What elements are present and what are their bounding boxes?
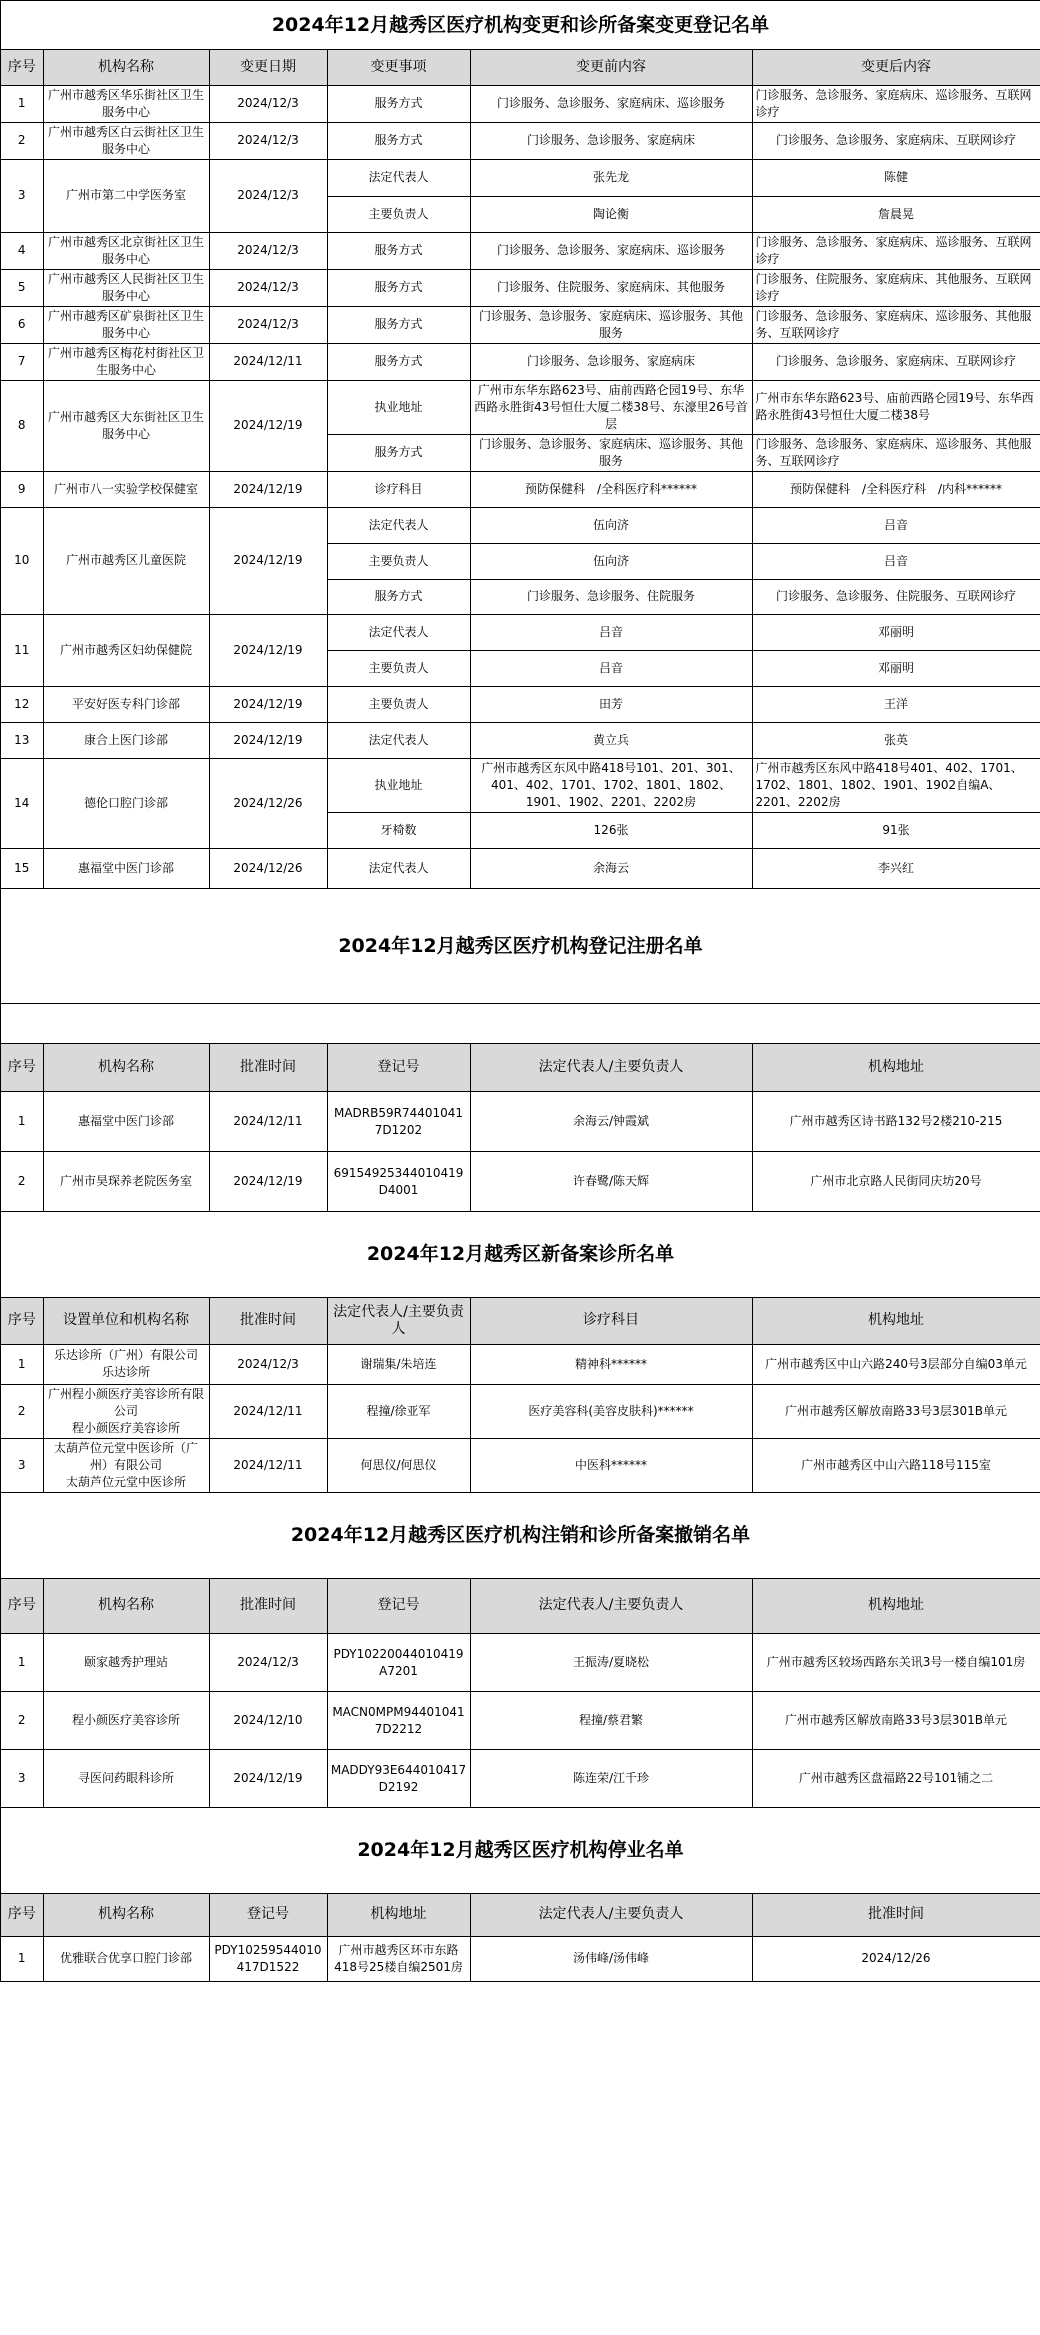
- institution-name: 广州市越秀区白云街社区卫生服务中心: [43, 122, 209, 159]
- change-item: 服务方式: [327, 122, 470, 159]
- change-item: 法定代表人: [327, 507, 470, 543]
- institution-name: 广州市越秀区华乐街社区卫生服务中心: [43, 85, 209, 122]
- change-date: 2024/12/3: [209, 269, 327, 306]
- before-content: 门诊服务、急诊服务、家庭病床、巡诊服务: [470, 85, 752, 122]
- column-header: 机构地址: [752, 1579, 1040, 1634]
- institution-address: 广州市越秀区解放南路33号3层301B单元: [752, 1384, 1040, 1438]
- change-item: 主要负责人: [327, 543, 470, 579]
- registration-number: MADRB59R744010417D1202: [327, 1092, 470, 1152]
- row-number: 11: [1, 614, 43, 686]
- approval-date: 2024/12/19: [209, 1750, 327, 1808]
- registrations-table: [1, 1044, 1040, 1213]
- change-date: 2024/12/19: [209, 471, 327, 507]
- row-number: 2: [1, 122, 43, 159]
- header-row: [1, 1298, 1040, 1344]
- legal-representative: 程撞/徐亚军: [327, 1384, 470, 1438]
- institution-name: 广州市第二中学医务室: [43, 159, 209, 232]
- change-item: 主要负责人: [327, 686, 470, 722]
- table-row: [1, 343, 1040, 380]
- cancellations-table: [1, 1579, 1040, 1809]
- before-content: 田芳: [470, 686, 752, 722]
- change-item: 服务方式: [327, 269, 470, 306]
- institution-address: 广州市北京路人民街同庆坊20号: [752, 1152, 1040, 1212]
- table-row: [1, 1152, 1040, 1212]
- column-header: 变更事项: [327, 50, 470, 85]
- table-row: [1, 269, 1040, 306]
- before-content: 门诊服务、急诊服务、住院服务: [470, 579, 752, 614]
- change-item: 主要负责人: [327, 650, 470, 686]
- column-header: 序号: [1, 1579, 43, 1634]
- change-date: 2024/12/26: [209, 758, 327, 848]
- column-header: 机构地址: [752, 1298, 1040, 1344]
- before-content: 伍向济: [470, 507, 752, 543]
- change-date: 2024/12/3: [209, 85, 327, 122]
- column-header: 变更后内容: [752, 50, 1040, 85]
- approval-date: 2024/12/26: [752, 1936, 1040, 1981]
- legal-representative: 许春鹭/陈天辉: [470, 1152, 752, 1212]
- before-content: 预防保健科 /全科医疗科******: [470, 471, 752, 507]
- table-row: [1, 507, 1040, 543]
- before-content: 陶论衡: [470, 196, 752, 232]
- before-content: 吕音: [470, 650, 752, 686]
- column-header: 批准时间: [209, 1298, 327, 1344]
- approval-date: 2024/12/11: [209, 1384, 327, 1438]
- change-date: 2024/12/3: [209, 232, 327, 269]
- column-header: 序号: [1, 50, 43, 85]
- row-number: 8: [1, 380, 43, 471]
- changes-table: [1, 50, 1040, 889]
- institution-name: 广州市昊琛养老院医务室: [43, 1152, 209, 1212]
- column-header: 登记号: [209, 1894, 327, 1936]
- column-header: 机构名称: [43, 50, 209, 85]
- before-content: 门诊服务、急诊服务、家庭病床: [470, 122, 752, 159]
- row-number: 12: [1, 686, 43, 722]
- row-number: 1: [1, 1344, 43, 1384]
- registration-number: PDY10259544010417D1522: [209, 1936, 327, 1981]
- after-content: 张英: [752, 722, 1040, 758]
- before-content: 126张: [470, 812, 752, 848]
- row-number: 2: [1, 1692, 43, 1750]
- column-header: 机构名称: [43, 1044, 209, 1092]
- institution-name: 广州市八一实验学校保健室: [43, 471, 209, 507]
- legal-representative: 余海云/钟霞斌: [470, 1092, 752, 1152]
- column-header: 登记号: [327, 1579, 470, 1634]
- after-content: 门诊服务、急诊服务、家庭病床、巡诊服务、互联网诊疗: [752, 85, 1040, 122]
- before-content: 门诊服务、住院服务、家庭病床、其他服务: [470, 269, 752, 306]
- header-row: [1, 1044, 1040, 1092]
- row-number: 1: [1, 85, 43, 122]
- legal-representative: 陈连荣/江千珍: [470, 1750, 752, 1808]
- column-header: 法定代表人/主要负责人: [470, 1044, 752, 1092]
- before-content: 门诊服务、急诊服务、家庭病床: [470, 343, 752, 380]
- change-item: 法定代表人: [327, 614, 470, 650]
- row-number: 13: [1, 722, 43, 758]
- after-content: 门诊服务、急诊服务、住院服务、互联网诊疗: [752, 579, 1040, 614]
- legal-representative: 何思仪/何思仪: [327, 1438, 470, 1492]
- institution-name: 广州程小颜医疗美容诊所有限公司 程小颜医疗美容诊所: [43, 1384, 209, 1438]
- change-item: 服务方式: [327, 306, 470, 343]
- after-content: 吕音: [752, 543, 1040, 579]
- change-date: 2024/12/3: [209, 122, 327, 159]
- change-item: 法定代表人: [327, 848, 470, 888]
- institution-name: 惠福堂中医门诊部: [43, 848, 209, 888]
- before-content: 张先龙: [470, 159, 752, 196]
- cancellations-title: 2024年12月越秀区医疗机构注销和诊所备案撤销名单: [1, 1493, 1040, 1579]
- column-header: 法定代表人/主要负责人: [470, 1894, 752, 1936]
- after-content: 王洋: [752, 686, 1040, 722]
- institution-name: 太葫芦位元堂中医诊所（广州）有限公司 太葫芦位元堂中医诊所: [43, 1438, 209, 1492]
- after-content: 广州市东华东路623号、庙前西路仑园19号、东华西路永胜街43号恒仕大厦二楼38号: [752, 380, 1040, 434]
- institution-address: 广州市越秀区中山六路118号115室: [752, 1438, 1040, 1492]
- before-content: 伍向济: [470, 543, 752, 579]
- header-row: [1, 1579, 1040, 1634]
- institution-name: 广州市越秀区梅花村街社区卫生服务中心: [43, 343, 209, 380]
- row-number: 3: [1, 1438, 43, 1492]
- change-item: 法定代表人: [327, 159, 470, 196]
- row-number: 2: [1, 1152, 43, 1212]
- before-content: 门诊服务、急诊服务、家庭病床、巡诊服务、其他服务: [470, 306, 752, 343]
- column-header: 批准时间: [209, 1044, 327, 1092]
- suspensions-title: 2024年12月越秀区医疗机构停业名单: [1, 1808, 1040, 1894]
- column-header: 登记号: [327, 1044, 470, 1092]
- spacer-row: [1, 1004, 1040, 1044]
- change-date: 2024/12/19: [209, 722, 327, 758]
- changes-title: 2024年12月越秀区医疗机构变更和诊所备案变更登记名单: [1, 0, 1040, 50]
- institution-name: 惠福堂中医门诊部: [43, 1092, 209, 1152]
- clinical-departments: 医疗美容科(美容皮肤科)******: [470, 1384, 752, 1438]
- table-row: [1, 758, 1040, 812]
- suspensions-table: [1, 1894, 1040, 1982]
- before-content: 黄立兵: [470, 722, 752, 758]
- table-row: [1, 85, 1040, 122]
- institution-name: 广州市越秀区矿泉街社区卫生服务中心: [43, 306, 209, 343]
- change-item: 法定代表人: [327, 722, 470, 758]
- change-item: 服务方式: [327, 434, 470, 471]
- table-row: [1, 1384, 1040, 1438]
- before-content: 广州市越秀区东风中路418号101、201、301、401、402、1701、1702、1801、1802、1901、1902、2201、2202房: [470, 758, 752, 812]
- column-header: 机构名称: [43, 1579, 209, 1634]
- change-item: 服务方式: [327, 343, 470, 380]
- institution-name: 广州市越秀区妇幼保健院: [43, 614, 209, 686]
- row-number: 7: [1, 343, 43, 380]
- before-content: 门诊服务、急诊服务、家庭病床、巡诊服务: [470, 232, 752, 269]
- table-row: [1, 1936, 1040, 1981]
- row-number: 4: [1, 232, 43, 269]
- header-row: [1, 1894, 1040, 1936]
- change-date: 2024/12/3: [209, 306, 327, 343]
- institution-name: 广州市越秀区北京街社区卫生服务中心: [43, 232, 209, 269]
- header-row: [1, 50, 1040, 85]
- institution-address: 广州市越秀区较场西路东关讯3号一楼自编101房: [752, 1634, 1040, 1692]
- table-row: [1, 722, 1040, 758]
- legal-representative: 王振涛/夏晓松: [470, 1634, 752, 1692]
- column-header: 诊疗科目: [470, 1298, 752, 1344]
- row-number: 10: [1, 507, 43, 614]
- after-content: 门诊服务、住院服务、家庭病床、其他服务、互联网诊疗: [752, 269, 1040, 306]
- institution-name: 乐达诊所（广州）有限公司 乐达诊所: [43, 1344, 209, 1384]
- column-header: 设置单位和机构名称: [43, 1298, 209, 1344]
- after-content: 91张: [752, 812, 1040, 848]
- institution-name: 广州市越秀区人民街社区卫生服务中心: [43, 269, 209, 306]
- before-content: 吕音: [470, 614, 752, 650]
- after-content: 门诊服务、急诊服务、家庭病床、巡诊服务、互联网诊疗: [752, 232, 1040, 269]
- institution-name: 平安好医专科门诊部: [43, 686, 209, 722]
- column-header: 法定代表人/主要负责人: [327, 1298, 470, 1344]
- approval-date: 2024/12/3: [209, 1344, 327, 1384]
- change-date: 2024/12/19: [209, 686, 327, 722]
- institution-name: 德伦口腔门诊部: [43, 758, 209, 848]
- institution-address: 广州市越秀区盘福路22号101铺之二: [752, 1750, 1040, 1808]
- column-header: 批准时间: [209, 1579, 327, 1634]
- institution-address: 广州市越秀区环市东路418号25楼自编2501房: [327, 1936, 470, 1981]
- change-date: 2024/12/19: [209, 614, 327, 686]
- clinics-table: [1, 1298, 1040, 1493]
- institution-name: 广州市越秀区儿童医院: [43, 507, 209, 614]
- table-row: [1, 848, 1040, 888]
- change-item: 服务方式: [327, 579, 470, 614]
- row-number: 14: [1, 758, 43, 848]
- institution-address: 广州市越秀区解放南路33号3层301B单元: [752, 1692, 1040, 1750]
- before-content: 广州市东华东路623号、庙前西路仑园19号、东华西路永胜街43号恒仕大厦二楼38号、东濠里26号首层: [470, 380, 752, 434]
- approval-date: 2024/12/10: [209, 1692, 327, 1750]
- change-date: 2024/12/3: [209, 159, 327, 232]
- before-content: 门诊服务、急诊服务、家庭病床、巡诊服务、其他服务: [470, 434, 752, 471]
- legal-representative: 程撞/蔡君繁: [470, 1692, 752, 1750]
- change-date: 2024/12/11: [209, 343, 327, 380]
- change-date: 2024/12/26: [209, 848, 327, 888]
- table-row: [1, 159, 1040, 196]
- column-header: 机构地址: [327, 1894, 470, 1936]
- change-date: 2024/12/19: [209, 380, 327, 471]
- approval-date: 2024/12/11: [209, 1092, 327, 1152]
- table-row: [1, 686, 1040, 722]
- table-row: [1, 1750, 1040, 1808]
- change-item: 服务方式: [327, 232, 470, 269]
- column-header: 序号: [1, 1894, 43, 1936]
- column-header: 机构地址: [752, 1044, 1040, 1092]
- after-content: 广州市越秀区东风中路418号401、402、1701、1702、1801、1802、1901、1902自编A、2201、2202房: [752, 758, 1040, 812]
- column-header: 变更前内容: [470, 50, 752, 85]
- institution-address: 广州市越秀区中山六路240号3层部分自编03单元: [752, 1344, 1040, 1384]
- institution-name: 康合上医门诊部: [43, 722, 209, 758]
- institution-name: 广州市越秀区大东街社区卫生服务中心: [43, 380, 209, 471]
- table-row: [1, 122, 1040, 159]
- legal-representative: 汤伟峰/汤伟峰: [470, 1936, 752, 1981]
- change-date: 2024/12/19: [209, 507, 327, 614]
- after-content: 邓丽明: [752, 614, 1040, 650]
- institution-name: 优雅联合优享口腔门诊部: [43, 1936, 209, 1981]
- row-number: 1: [1, 1936, 43, 1981]
- table-row: [1, 380, 1040, 434]
- change-item: 执业地址: [327, 758, 470, 812]
- registration-number: 69154925344010419D4001: [327, 1152, 470, 1212]
- column-header: 序号: [1, 1298, 43, 1344]
- row-number: 9: [1, 471, 43, 507]
- row-number: 1: [1, 1092, 43, 1152]
- table-row: [1, 1634, 1040, 1692]
- row-number: 3: [1, 1750, 43, 1808]
- row-number: 2: [1, 1384, 43, 1438]
- registration-number: MACN0MPM944010417D2212: [327, 1692, 470, 1750]
- table-row: [1, 1438, 1040, 1492]
- row-number: 3: [1, 159, 43, 232]
- after-content: 门诊服务、急诊服务、家庭病床、巡诊服务、其他服务、互联网诊疗: [752, 306, 1040, 343]
- table-row: [1, 1344, 1040, 1384]
- after-content: 预防保健科 /全科医疗科 /内科******: [752, 471, 1040, 507]
- clinical-departments: 精神科******: [470, 1344, 752, 1384]
- clinics-title: 2024年12月越秀区新备案诊所名单: [1, 1212, 1040, 1298]
- change-item: 诊疗科目: [327, 471, 470, 507]
- change-item: 服务方式: [327, 85, 470, 122]
- change-item: 主要负责人: [327, 196, 470, 232]
- institution-address: 广州市越秀区诗书路132号2楼210-215: [752, 1092, 1040, 1152]
- row-number: 6: [1, 306, 43, 343]
- column-header: 批准时间: [752, 1894, 1040, 1936]
- registrations-title: 2024年12月越秀区医疗机构登记注册名单: [1, 889, 1040, 1004]
- after-content: 李兴红: [752, 848, 1040, 888]
- table-row: [1, 1692, 1040, 1750]
- registration-number: MADDY93E644010417D2192: [327, 1750, 470, 1808]
- column-header: 法定代表人/主要负责人: [470, 1579, 752, 1634]
- after-content: 门诊服务、急诊服务、家庭病床、巡诊服务、其他服务、互联网诊疗: [752, 434, 1040, 471]
- column-header: 机构名称: [43, 1894, 209, 1936]
- row-number: 1: [1, 1634, 43, 1692]
- table-row: [1, 471, 1040, 507]
- after-content: 邓丽明: [752, 650, 1040, 686]
- institution-name: 程小颜医疗美容诊所: [43, 1692, 209, 1750]
- table-row: [1, 614, 1040, 650]
- table-row: [1, 306, 1040, 343]
- approval-date: 2024/12/3: [209, 1634, 327, 1692]
- after-content: 门诊服务、急诊服务、家庭病床、互联网诊疗: [752, 122, 1040, 159]
- before-content: 余海云: [470, 848, 752, 888]
- column-header: 变更日期: [209, 50, 327, 85]
- registration-number: PDY10220044010419A7201: [327, 1634, 470, 1692]
- legal-representative: 谢瑞集/朱培连: [327, 1344, 470, 1384]
- clinical-departments: 中医科******: [470, 1438, 752, 1492]
- institution-name: 寻医问药眼科诊所: [43, 1750, 209, 1808]
- row-number: 15: [1, 848, 43, 888]
- approval-date: 2024/12/11: [209, 1438, 327, 1492]
- after-content: 吕音: [752, 507, 1040, 543]
- table-row: [1, 1092, 1040, 1152]
- approval-date: 2024/12/19: [209, 1152, 327, 1212]
- table-row: [1, 232, 1040, 269]
- institution-name: 颐家越秀护理站: [43, 1634, 209, 1692]
- after-content: 詹晨晃: [752, 196, 1040, 232]
- change-item: 牙椅数: [327, 812, 470, 848]
- after-content: 门诊服务、急诊服务、家庭病床、互联网诊疗: [752, 343, 1040, 380]
- after-content: 陈健: [752, 159, 1040, 196]
- column-header: 序号: [1, 1044, 43, 1092]
- change-item: 执业地址: [327, 380, 470, 434]
- row-number: 5: [1, 269, 43, 306]
